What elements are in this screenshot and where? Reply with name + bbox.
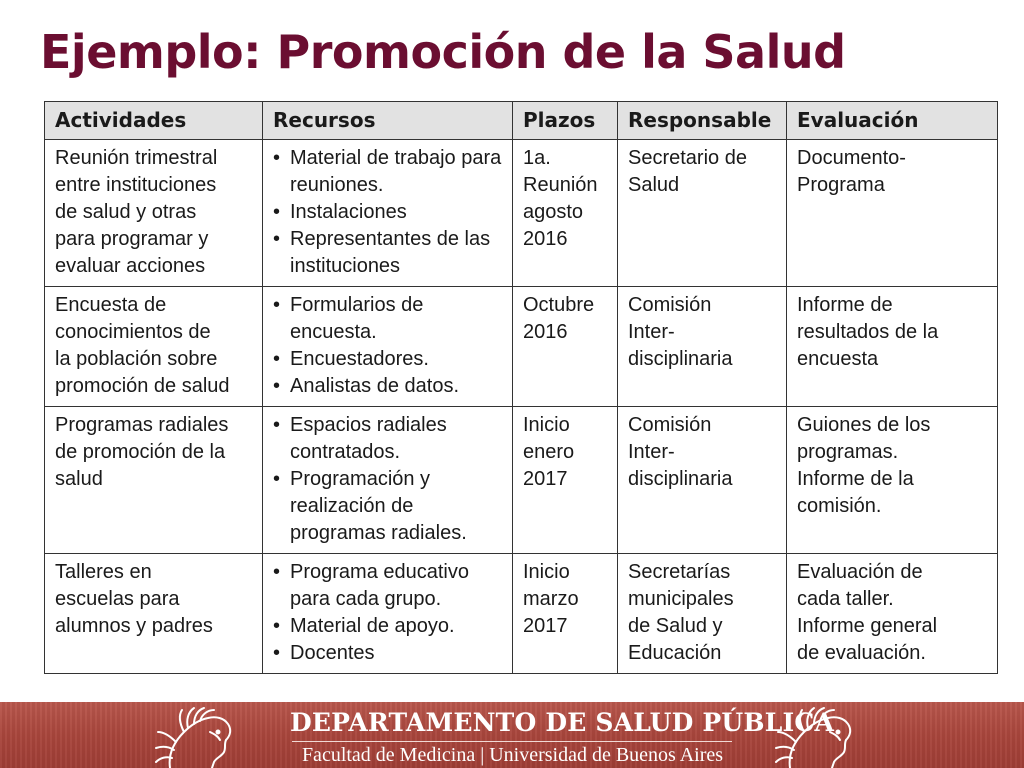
cell-plazo <box>513 287 618 407</box>
plazo-text: Inicio enero 2017 <box>523 414 575 490</box>
promotion-plan-table <box>44 101 998 674</box>
cell-actividad <box>45 140 263 287</box>
cell-responsable <box>618 554 787 674</box>
recurso-item: • Espacios radiales contratados. <box>273 412 502 466</box>
responsable-text: Secretario de Salud <box>628 147 747 196</box>
cell-evaluacion <box>787 554 998 674</box>
cell-recursos <box>263 287 513 407</box>
footer-banner <box>0 702 1024 768</box>
recurso-item: • Docentes <box>273 640 502 667</box>
column-header-evaluacion: Evaluación <box>787 102 998 140</box>
actividad-text: Reunión trimestral entre instituciones de salud y otras para programar y evaluar acciones <box>55 147 218 277</box>
column-header-actividades: Actividades <box>45 102 263 140</box>
evaluacion-text: Guiones de los programas. Informe de la comisión. <box>797 414 931 517</box>
actividad-text: Talleres en escuelas para alumnos y padres <box>55 561 213 637</box>
evaluacion-text: Documento- Programa <box>797 147 906 196</box>
column-header-plazos: Plazos <box>513 102 618 140</box>
column-header-responsable: Responsable <box>618 102 787 140</box>
cell-actividad <box>45 407 263 554</box>
table-row <box>45 287 998 407</box>
table-header-row <box>45 102 998 140</box>
cell-evaluacion <box>787 140 998 287</box>
cell-plazo <box>513 140 618 287</box>
table-row <box>45 407 998 554</box>
actividad-text: Encuesta de conocimientos de la población sobre promoción de salud <box>55 294 230 397</box>
recurso-item: • Programa educativo para cada grupo. <box>273 559 502 613</box>
cell-plazo <box>513 407 618 554</box>
cell-recursos <box>263 554 513 674</box>
recursos-list <box>273 559 502 667</box>
cell-actividad <box>45 287 263 407</box>
cell-evaluacion <box>787 407 998 554</box>
cell-responsable <box>618 140 787 287</box>
table-row <box>45 554 998 674</box>
recursos-list <box>273 145 502 280</box>
cell-evaluacion <box>787 287 998 407</box>
actividad-text: Programas radiales de promoción de la salud <box>55 414 229 490</box>
page-title: Ejemplo: Promoción de la Salud <box>40 25 846 79</box>
cell-recursos <box>263 140 513 287</box>
department-name: DEPARTAMENTO DE SALUD PÚBLICA <box>290 708 835 737</box>
cell-plazo <box>513 554 618 674</box>
recurso-item: • Representantes de las instituciones <box>273 226 502 280</box>
recurso-item: • Analistas de datos. <box>273 373 502 400</box>
plazo-text: Octubre 2016 <box>523 294 595 343</box>
recurso-item: • Material de trabajo para reuniones. <box>273 145 502 199</box>
evaluacion-text: Informe de resultados de la encuesta <box>797 294 939 370</box>
recursos-list <box>273 412 502 547</box>
cell-responsable <box>618 287 787 407</box>
evaluacion-text: Evaluación de cada taller. Informe general de evaluación. <box>797 561 938 664</box>
recurso-item: • Material de apoyo. <box>273 613 502 640</box>
recursos-list <box>273 292 502 400</box>
cell-actividad <box>45 554 263 674</box>
plazo-text: 1a. Reunión agosto 2016 <box>523 147 598 250</box>
recurso-item: • Formularios de encuesta. <box>273 292 502 346</box>
laurel-profile-emblem-icon <box>760 702 880 768</box>
laurel-profile-emblem-icon <box>140 702 260 768</box>
cell-responsable <box>618 407 787 554</box>
institution-name: Facultad de Medicina | Universidad de Buenos Aires <box>301 744 724 766</box>
responsable-text: Comisión Inter- disciplinaria <box>628 294 733 370</box>
responsable-text: Secretarías municipales de Salud y Educación <box>628 561 734 664</box>
responsable-text: Comisión Inter- disciplinaria <box>628 414 733 490</box>
cell-recursos <box>263 407 513 554</box>
recurso-item: • Instalaciones <box>273 199 502 226</box>
table-row <box>45 140 998 287</box>
recurso-item: • Encuestadores. <box>273 346 502 373</box>
plazo-text: Inicio marzo 2017 <box>523 561 579 637</box>
recurso-item: • Programación y realización de programas radiales. <box>273 466 502 547</box>
column-header-recursos: Recursos <box>263 102 513 140</box>
